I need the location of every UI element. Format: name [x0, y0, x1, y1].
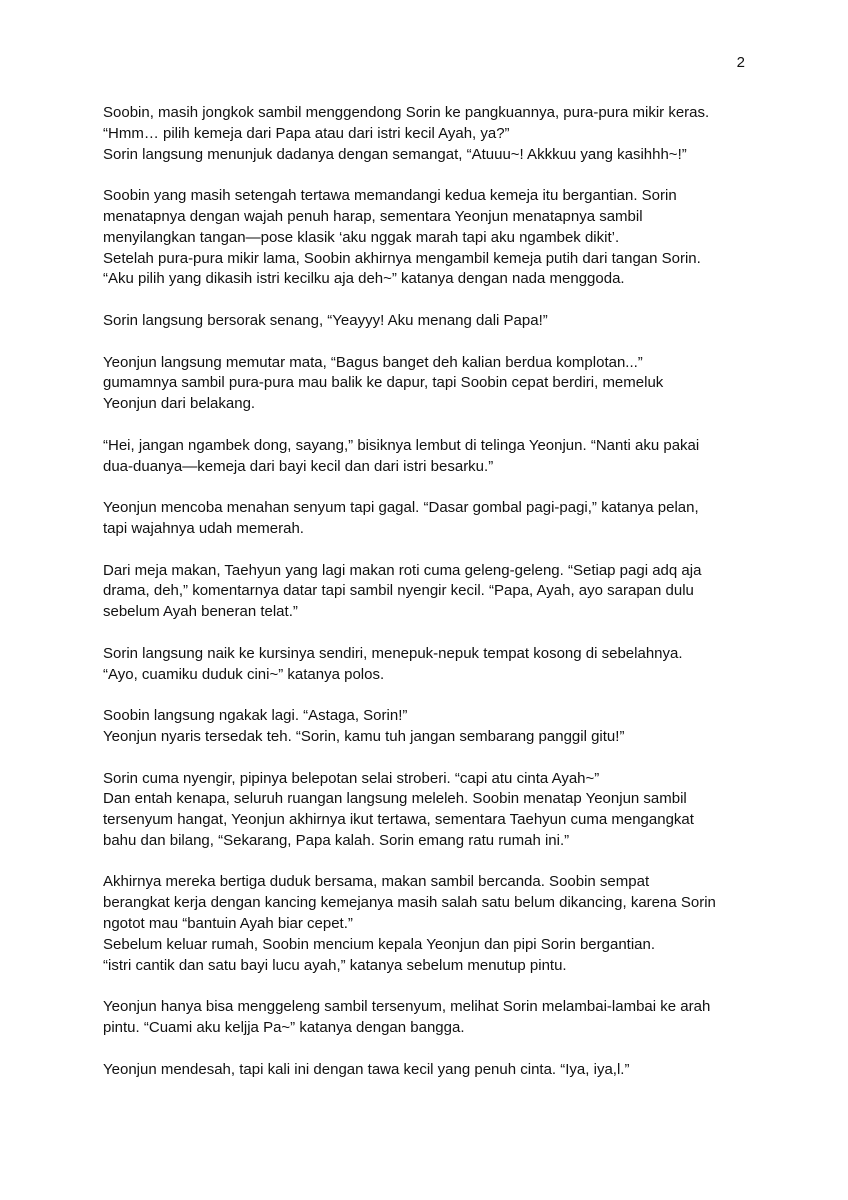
text-line: menatapnya dengan wajah penuh harap, sementara Yeonjun menatapnya sambil — [103, 207, 643, 225]
paragraph — [103, 311, 753, 332]
paragraph — [103, 644, 753, 686]
text-line: Yeonjun hanya bisa menggeleng sambil tersenyum, melihat Sorin melambai-lambai ke arah — [103, 998, 711, 1016]
paragraph — [103, 706, 753, 748]
text-line: Soobin langsung ngakak lagi. “Astaga, Sorin!” — [103, 707, 408, 725]
text-line: menyilangkan tangan—pose klasik ‘aku nggak marah tapi aku ngambek dikit’. — [103, 228, 620, 246]
text-line: Sebelum keluar rumah, Soobin mencium kepala Yeonjun dan pipi Sorin bergantian. — [103, 935, 656, 953]
text-line: Sorin cuma nyengir, pipinya belepotan selai stroberi. “capi atu cinta Ayah~” — [103, 769, 600, 787]
page-number: 2 — [736, 54, 745, 71]
text-line: dua-duanya—kemeja dari bayi kecil dan dari istri besarku.” — [103, 457, 494, 475]
paragraph — [103, 103, 753, 165]
text-line: gumamnya sambil pura-pura mau balik ke dapur, tapi Soobin cepat berdiri, memeluk — [103, 374, 664, 392]
text-line: Dan entah kenapa, seluruh ruangan langsung meleleh. Soobin menatap Yeonjun sambil — [103, 790, 687, 808]
text-line: “Aku pilih yang dikasih istri kecilku aja deh~” katanya dengan nada menggoda. — [103, 270, 625, 288]
paragraph — [103, 561, 753, 623]
text-line: tersenyum hangat, Yeonjun akhirnya ikut tertawa, sementara Taehyun cuma mengangkat — [103, 811, 694, 829]
document-body — [103, 103, 753, 1101]
text-line: “Hei, jangan ngambek dong, sayang,” bisiknya lembut di telinga Yeonjun. “Nanti aku pakai — [103, 436, 700, 454]
paragraph — [103, 498, 753, 540]
paragraph — [103, 436, 753, 478]
text-line: drama, deh,” komentarnya datar tapi sambil nyengir kecil. “Papa, Ayah, ayo sarapan dulu — [103, 582, 694, 600]
paragraph — [103, 1060, 753, 1081]
paragraph — [103, 997, 753, 1039]
text-line: “Ayo, cuamiku duduk cini~” katanya polos. — [103, 665, 385, 683]
text-line: Dari meja makan, Taehyun yang lagi makan roti cuma geleng-geleng. “Setiap pagi adq aja — [103, 561, 702, 579]
text-line: tapi wajahnya udah memerah. — [103, 519, 304, 537]
paragraph — [103, 769, 753, 852]
text-line: Yeonjun langsung memutar mata, “Bagus banget deh kalian berdua komplotan...” — [103, 353, 643, 371]
text-line: “Hmm… pilih kemeja dari Papa atau dari istri kecil Ayah, ya?” — [103, 124, 510, 142]
text-line: Soobin, masih jongkok sambil menggendong Sorin ke pangkuannya, pura-pura mikir keras. — [103, 104, 710, 121]
text-line: sebelum Ayah beneran telat.” — [103, 603, 298, 621]
text-line: Sorin langsung bersorak senang, “Yeayyy! Aku menang dali Papa!” — [103, 311, 548, 329]
text-line: Soobin yang masih setengah tertawa memandangi kedua kemeja itu bergantian. Sorin — [103, 187, 677, 205]
text-line: Setelah pura-pura mikir lama, Soobin akhirnya mengambil kemeja putih dari tangan Sorin. — [103, 249, 701, 267]
paragraph — [103, 872, 753, 976]
text-line: Sorin langsung naik ke kursinya sendiri, menepuk-nepuk tempat kosong di sebelahnya. — [103, 644, 683, 662]
text-line: berangkat kerja dengan kancing kemejanya masih salah satu belum dikancing, karena Sorin — [103, 894, 716, 912]
text-line: Sorin langsung menunjuk dadanya dengan semangat, “Atuuu~! Akkkuu yang kasihhh~!” — [103, 145, 687, 163]
text-line: “istri cantik dan satu bayi lucu ayah,” katanya sebelum menutup pintu. — [103, 956, 567, 974]
paragraph — [103, 353, 753, 415]
text-line: pintu. “Cuami aku keljja Pa~” katanya dengan bangga. — [103, 1019, 465, 1037]
paragraph — [103, 186, 753, 290]
text-line: bahu dan bilang, “Sekarang, Papa kalah. Sorin emang ratu rumah ini.” — [103, 831, 570, 849]
text-line: ngotot mau “bantuin Ayah biar cepet.” — [103, 915, 353, 933]
text-line: Yeonjun nyaris tersedak teh. “Sorin, kamu tuh jangan sembarang panggil gitu!” — [103, 727, 625, 745]
text-line: Yeonjun mencoba menahan senyum tapi gagal. “Dasar gombal pagi-pagi,” katanya pelan, — [103, 499, 699, 517]
text-line: Yeonjun dari belakang. — [103, 395, 256, 413]
text-line: Akhirnya mereka bertiga duduk bersama, makan sambil bercanda. Soobin sempat — [103, 873, 650, 891]
text-line: Yeonjun mendesah, tapi kali ini dengan tawa kecil yang penuh cinta. “Iya, iya,l.” — [103, 1060, 630, 1078]
